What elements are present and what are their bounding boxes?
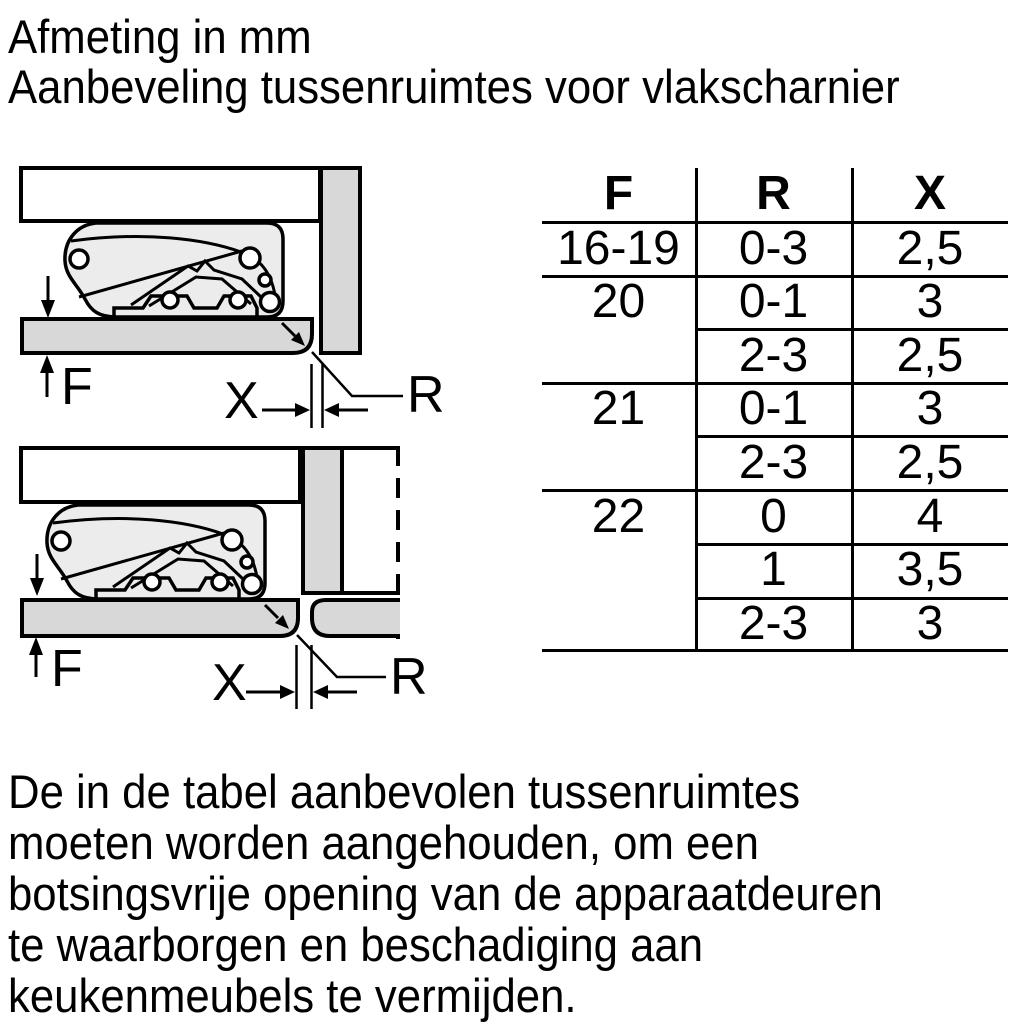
table-cell-x: 3 [916, 597, 944, 650]
arrow-right-icon [280, 685, 295, 699]
cabinet-top-panel [21, 448, 300, 502]
table-cell-r: 2-3 [738, 597, 809, 650]
label-x: X [212, 654, 247, 712]
table-header-x: X [913, 167, 946, 220]
note-line: te waarborgen en beschadiging aan [8, 918, 704, 971]
title-line-2: Aanbeveling tussenruimtes voor vlakscharnier [8, 60, 900, 113]
label-r: R [407, 366, 445, 424]
table-cell-x: 4 [916, 490, 944, 543]
adjacent-furniture-door [312, 600, 400, 636]
hinge-screw-hole [70, 250, 88, 268]
table-cell-x: 2,5 [896, 436, 964, 489]
table-cell-x: 2,5 [896, 329, 964, 382]
note-line: De in de tabel aanbevolen tussenruimtes [8, 765, 801, 818]
label-f: F [51, 640, 83, 698]
note-paragraph [8, 766, 883, 1021]
hinge-screw-hole [240, 248, 260, 268]
leader-line [312, 352, 403, 396]
arrow-up-icon [40, 355, 54, 373]
table-cell-f: 22 [591, 490, 646, 543]
flat-hinge [47, 505, 265, 599]
table-cell-r: 0-1 [738, 275, 809, 328]
table-cell-r: 0-3 [738, 222, 809, 275]
arrow-left-icon [313, 685, 328, 699]
table-header-r: R [756, 167, 791, 220]
label-x: X [224, 372, 259, 430]
hinge-screw-hole [259, 274, 271, 286]
appliance-door [22, 600, 298, 636]
arrow-right-icon [295, 403, 310, 417]
hinge-pivot [261, 293, 280, 312]
table-cell-r: 0 [760, 490, 787, 543]
table-cell-x: 3 [916, 275, 944, 328]
table-cell-f: 20 [591, 275, 646, 328]
arrow-down-icon [30, 578, 44, 596]
side-panel [321, 168, 360, 353]
cabinet-top-panel [21, 168, 320, 221]
table-cell-x: 3,5 [896, 543, 964, 596]
arrow-down-icon [41, 300, 55, 318]
arrow-up-icon [29, 637, 43, 655]
table-cell-r: 0-1 [738, 382, 809, 435]
note-line: botsingsvrije opening van de apparaatdeuren [8, 867, 883, 920]
note-line: moeten worden aangehouden, om een [8, 816, 759, 869]
table-cell-r: 2-3 [738, 329, 809, 382]
hinge-screw-hole [230, 292, 246, 308]
table-cell-x: 2,5 [896, 222, 964, 275]
appliance-door [22, 319, 312, 353]
table-cell-x: 3 [916, 382, 944, 435]
table-cell-f: 21 [591, 382, 646, 435]
table-header-f: F [603, 167, 634, 220]
table-cell-r: 2-3 [738, 436, 809, 489]
table-cell-f: 16-19 [557, 222, 680, 275]
flat-hinge [65, 223, 283, 317]
label-r: R [390, 648, 428, 706]
hinge-screw-hole [162, 292, 178, 308]
table-cell-r: 1 [760, 543, 787, 596]
hinge-diagram-top [0, 150, 470, 445]
partition-panel [303, 448, 342, 593]
page-title [8, 12, 900, 112]
note-line: keukenmeubels te vermijden. [8, 969, 577, 1022]
title-line-1: Afmeting in mm [8, 10, 312, 63]
label-f: F [61, 358, 93, 416]
arrow-left-icon [324, 403, 339, 417]
hinge-diagram-bottom [0, 440, 470, 735]
